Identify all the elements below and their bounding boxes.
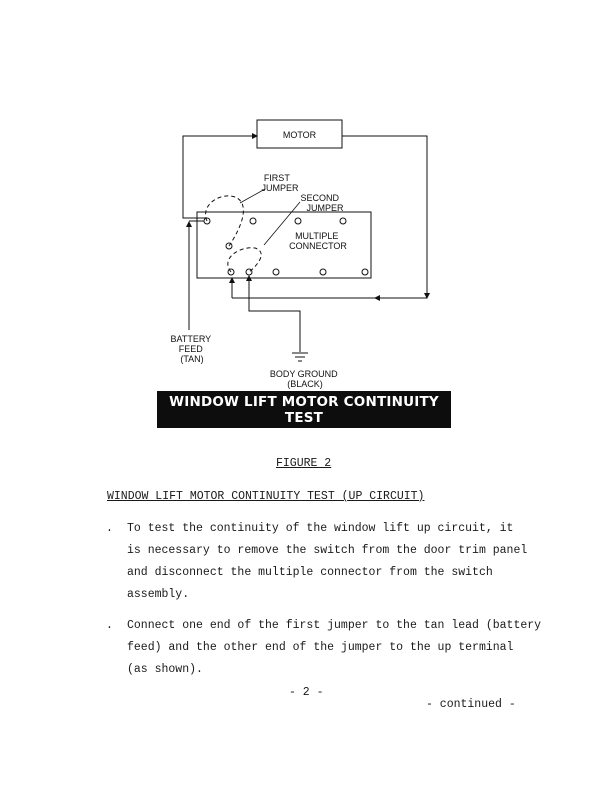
paragraph-1-line-2: is necessary to remove the switch from the door trim panel [127,544,528,557]
banner-line-2: (UP CIRCUIT) [253,426,355,442]
page-number: - 2 - [289,686,324,699]
paragraph-2-line-2: feed) and the other end of the jumper to the up terminal [127,641,514,654]
banner-line-1: WINDOW LIFT MOTOR CONTINUITY TEST [169,394,439,426]
terminal [362,269,368,275]
paragraph-2-line-3: (as shown). [127,663,203,676]
section-heading: WINDOW LIFT MOTOR CONTINUITY TEST (UP CIRCUIT) [107,490,425,503]
bullet-2: . [106,619,113,632]
ground-wire [249,276,300,352]
body-ground-label: BODY GROUND (BLACK) [269,369,338,389]
motor-label: MOTOR [282,130,317,140]
motor-left-wire [183,136,257,218]
first-jumper-label: FIRST JUMPER [261,173,299,193]
second-jumper-label: SECOND JUMPER [300,193,344,213]
first-jumper [206,196,244,246]
terminal [295,218,301,224]
diagram-title-banner [157,391,451,442]
motor-right-wire [342,136,427,298]
connector-label: MULTIPLE CONNECTOR [289,231,347,251]
battery-feed-label: BATTERY FEED (TAN) [170,334,211,364]
paragraph-1-line-1: To test the continuity of the window lift up circuit, it [127,522,514,535]
figure-caption: FIGURE 2 [276,457,332,470]
paragraph-2-line-1: Connect one end of the first jumper to the tan lead (battery [127,619,542,632]
continued-note: - continued - [426,698,516,711]
paragraph-1-line-3: and disconnect the multiple connector from the switch [127,566,493,579]
bullet-1: . [106,522,113,535]
terminal [273,269,279,275]
terminal [340,218,346,224]
terminal [320,269,326,275]
second-jumper [228,248,261,272]
terminal [250,218,256,224]
paragraph-1-line-4: assembly. [127,588,190,601]
